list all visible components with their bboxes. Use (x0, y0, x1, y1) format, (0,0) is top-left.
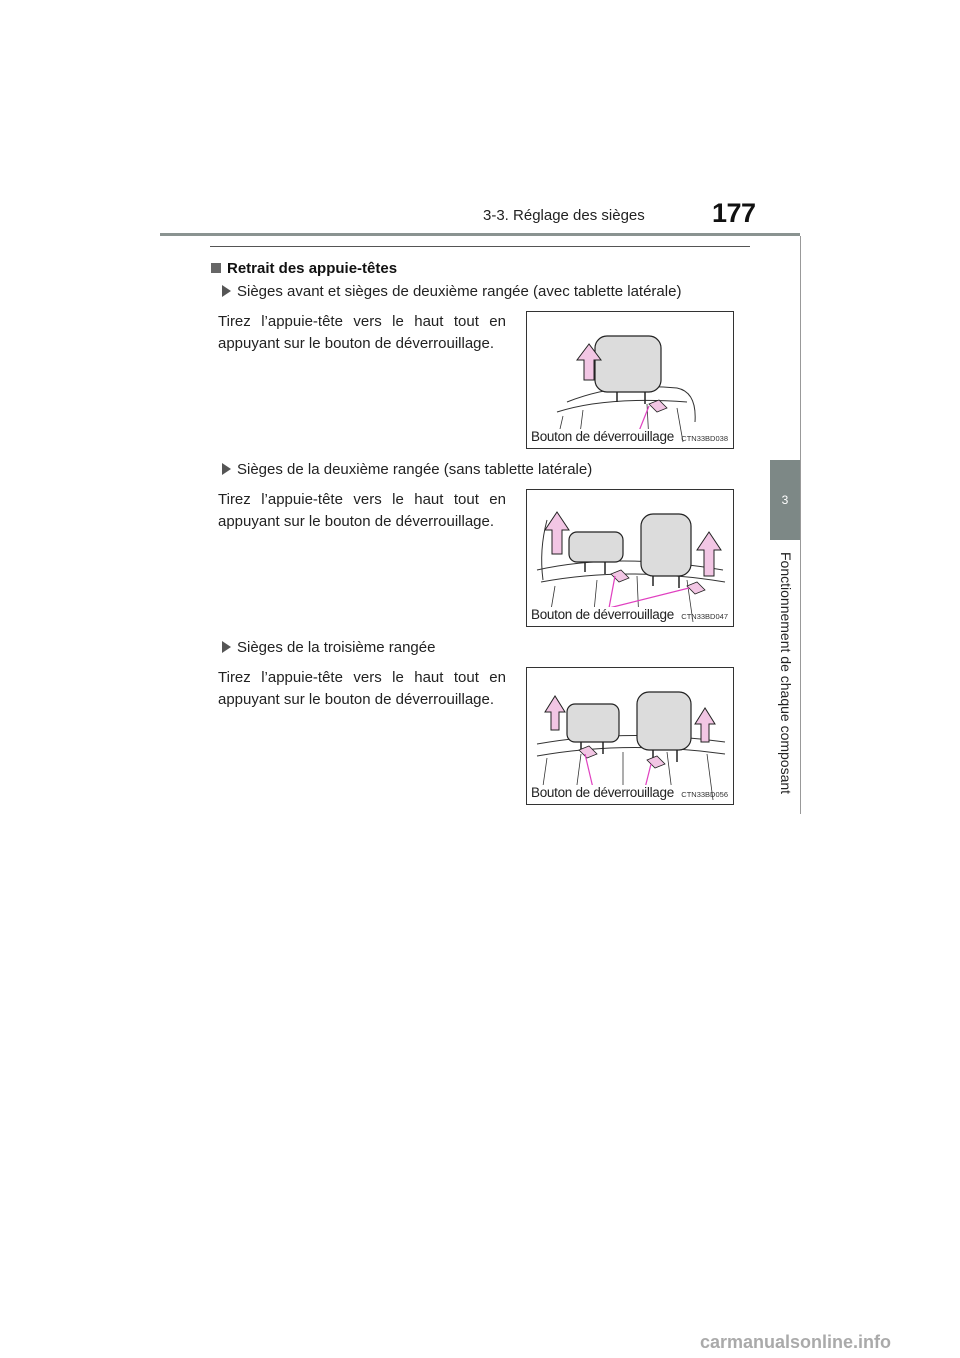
triangle-bullet-icon (222, 285, 231, 297)
square-bullet-icon (211, 263, 221, 273)
chapter-tab (770, 460, 800, 540)
running-header-section: 3-3. Réglage des sièges (483, 207, 645, 224)
subheading-front-seats (222, 283, 681, 300)
triangle-bullet-icon (222, 641, 231, 653)
subheading-text: Sièges de la troisième rangée (237, 639, 436, 656)
chapter-number: 3 (781, 493, 789, 507)
headrest-illustration-icon (527, 668, 733, 804)
release-button-label: Bouton de déverrouillage (531, 429, 674, 444)
subheading-text: Sièges de la deuxième rangée (sans tablette latérale) (237, 461, 593, 478)
section-title: Retrait des appuie-têtes (227, 260, 398, 277)
figure-headrest-second-row (526, 489, 734, 627)
triangle-bullet-icon (222, 463, 231, 475)
headrest-illustration-icon (527, 490, 733, 626)
chapter-title: Fonctionnement de chaque composant (778, 552, 794, 795)
tab-divider (800, 236, 801, 814)
instruction-text: Tirez l’appuie-tête vers le haut tout en appuyant sur le bouton de déverrouillage. (218, 491, 506, 530)
figure-code: CTN33BD056 (681, 790, 728, 799)
figure-code: CTN33BD038 (681, 434, 728, 443)
content-rule (210, 246, 750, 247)
figure-headrest-front (526, 311, 734, 449)
subheading-second-row (222, 461, 592, 478)
watermark: carmanualsonline.info (700, 1332, 892, 1352)
subheading-text: Sièges avant et sièges de deuxième rangée (avec tablette latérale) (237, 283, 682, 300)
instruction-text: Tirez l’appuie-tête vers le haut tout en appuyant sur le bouton de déverrouillage. (218, 313, 506, 352)
figure-headrest-third-row (526, 667, 734, 805)
chapter-title-vertical (778, 552, 794, 795)
figure-code: CTN33BD047 (681, 612, 728, 621)
section-heading (211, 260, 397, 277)
subheading-third-row (222, 639, 435, 656)
release-button-label: Bouton de déverrouillage (531, 607, 674, 622)
page-number: 177 (712, 198, 756, 228)
headrest-illustration-icon (527, 312, 733, 448)
header-rule (160, 233, 800, 236)
release-button-label: Bouton de déverrouillage (531, 785, 674, 800)
instruction-text: Tirez l’appuie-tête vers le haut tout en appuyant sur le bouton de déverrouillage. (218, 669, 506, 708)
